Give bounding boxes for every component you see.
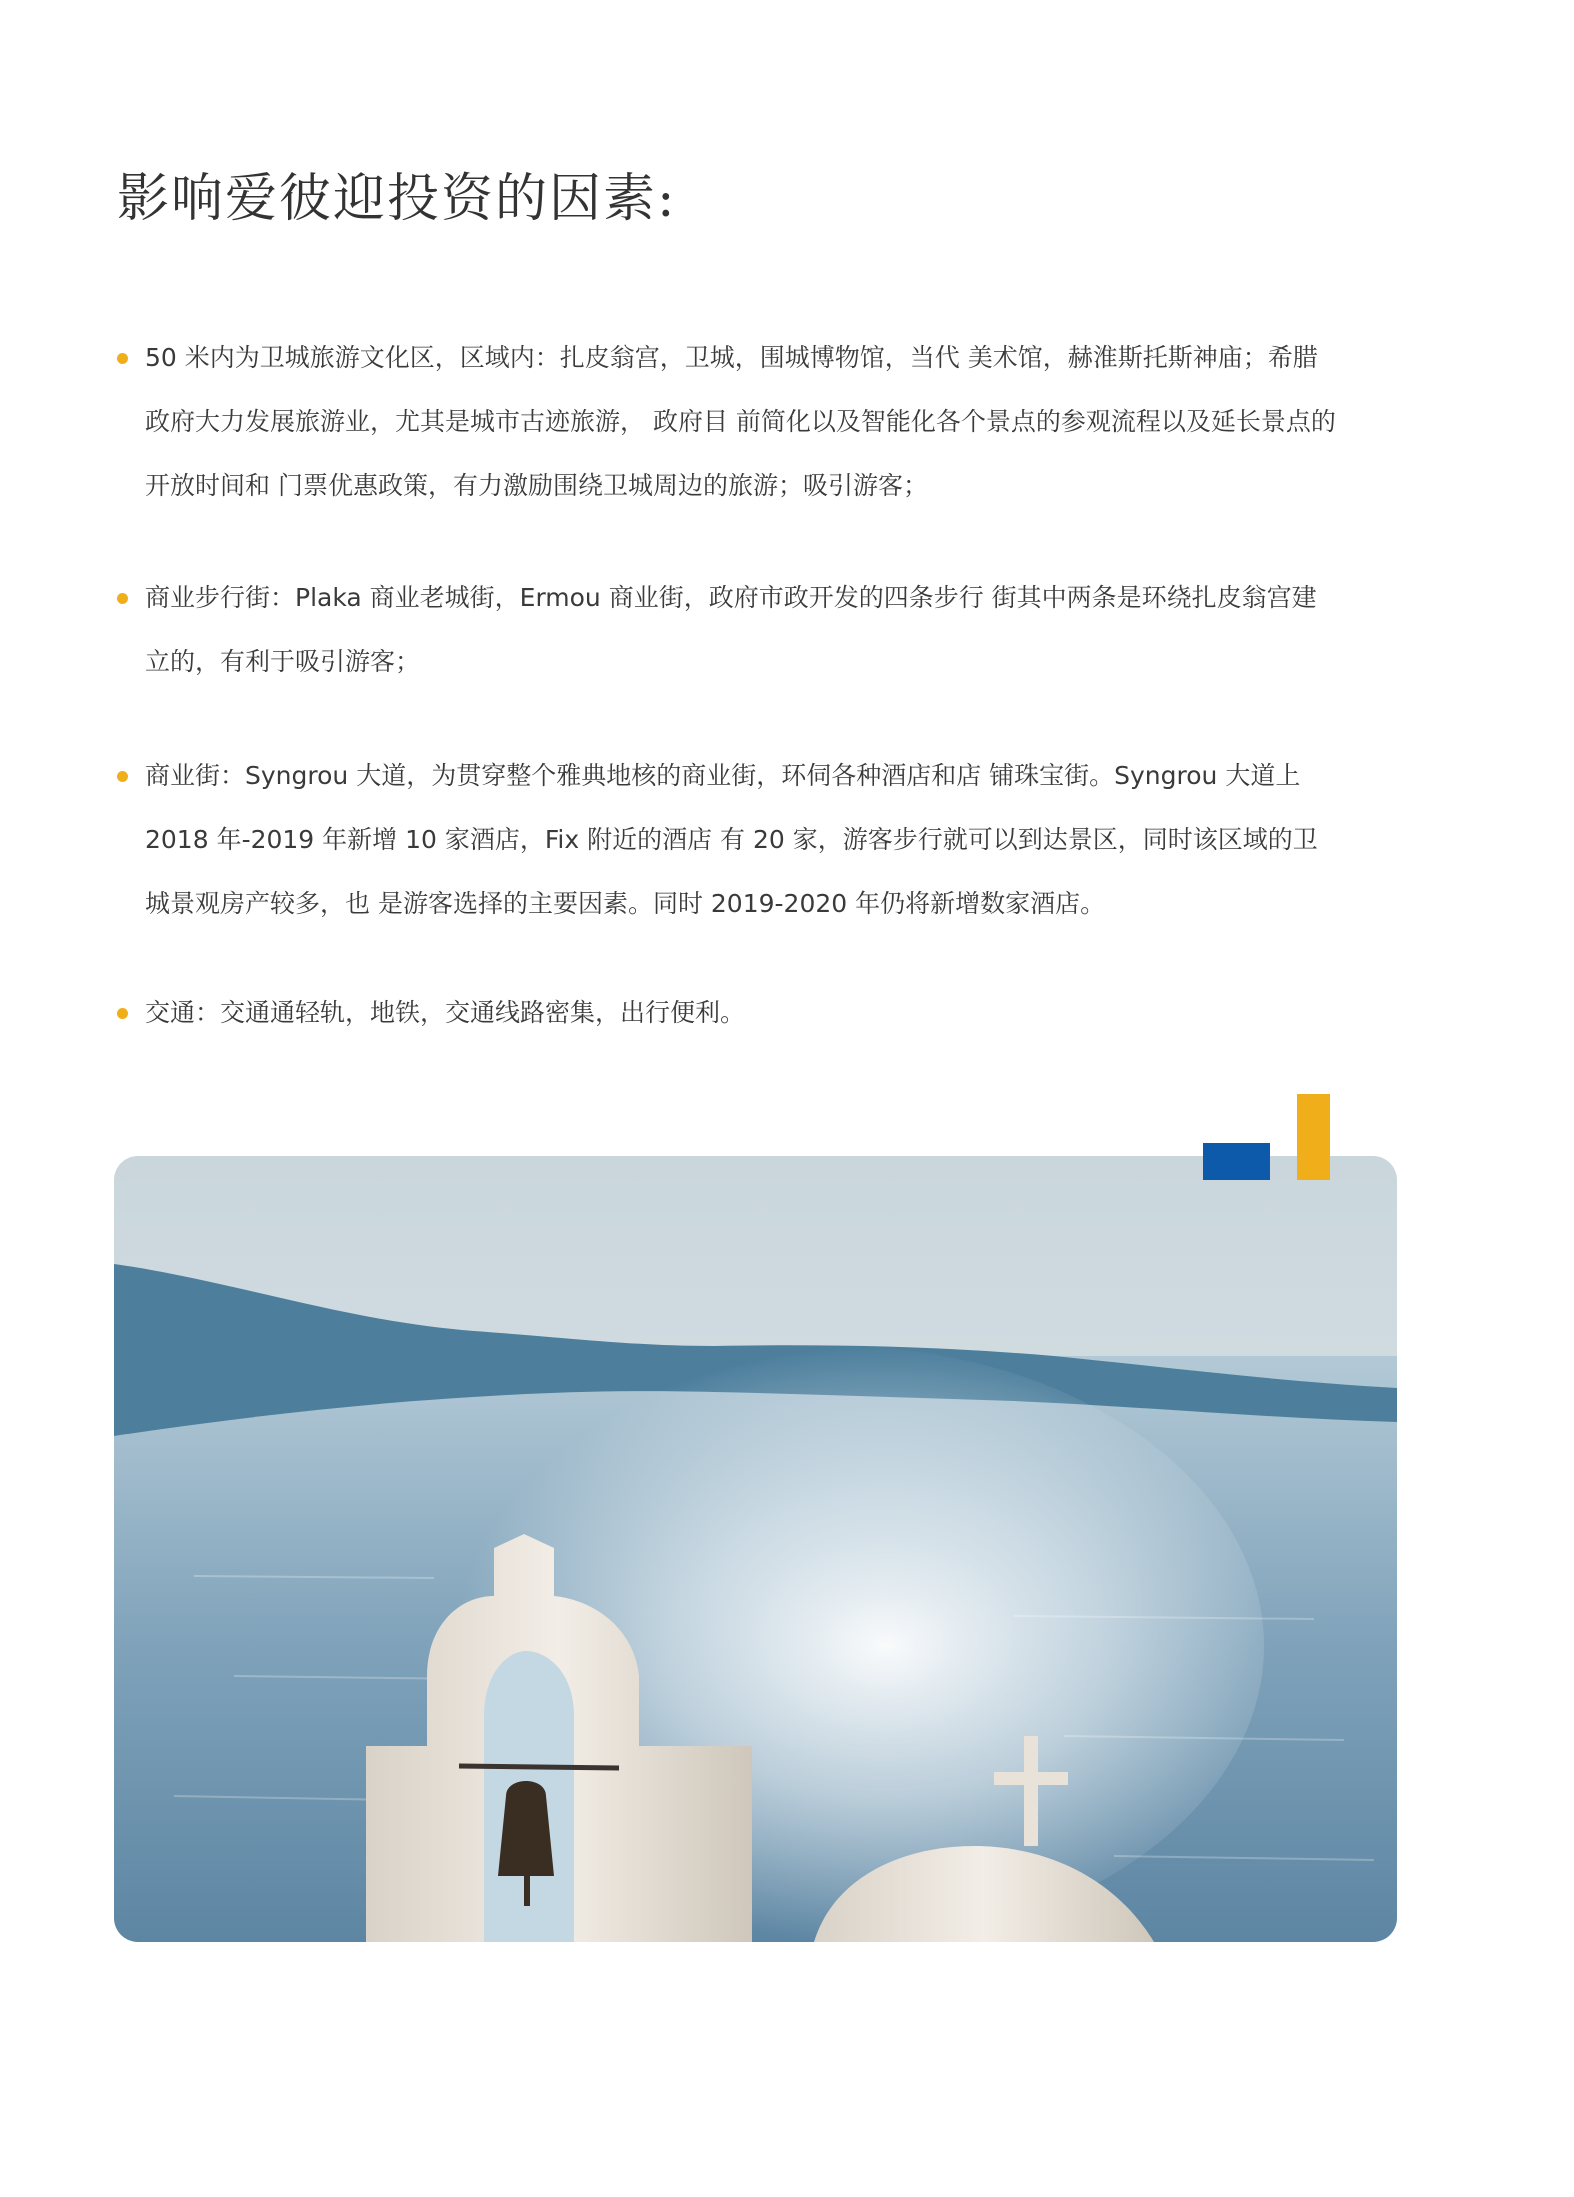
list-item-text: 商业街：Syngrou 大道，为贯穿整个雅典地核的商业街，环伺各种酒店和店 铺珠宝街。Syngrou 大道上 2018 年-2019 年新增 10 家酒店，Fix 附近的酒店 有 20 家，游客步行就可以到达景区，同时该区域的卫城景观房产较多，也 是游客选择的主要因素。同时 2019-2020 年仍将新增数家酒店。 — [145, 761, 1318, 918]
page-title: 影响爱彼迎投资的因素: — [117, 169, 677, 229]
list-item-text: 交通：交通通轻轨，地铁，交通线路密集，出行便利。 — [145, 998, 746, 1027]
blue-accent-block — [1203, 1143, 1270, 1180]
yellow-accent-block — [1297, 1094, 1330, 1180]
bullet-dot-icon — [117, 353, 128, 364]
bullet-dot-icon — [117, 593, 128, 604]
list-item-text: 50 米内为卫城旅游文化区，区域内：扎皮翁宫，卫城，围城博物馆，当代 美术馆，赫淮斯托斯神庙；希腊政府大力发展旅游业，尤其是城市古迹旅游， 政府目 前简化以及智能化各个景点的参观流程以及延长景点的开放时间和 门票优惠政策，有力激励围绕卫城周边的旅游；吸引游客； — [145, 343, 1336, 500]
list-item — [117, 744, 1337, 936]
list-item — [117, 326, 1337, 518]
list-item — [117, 566, 1337, 694]
list-item — [117, 981, 1337, 1045]
factor-list — [117, 326, 1337, 1093]
bullet-dot-icon — [117, 1008, 128, 1019]
list-item-text: 商业步行街：Plaka 商业老城街，Ermou 商业街，政府市政开发的四条步行 街其中两条是环绕扎皮翁宫建立的，有利于吸引游客； — [145, 583, 1317, 676]
santorini-photo — [114, 1156, 1397, 1942]
bullet-dot-icon — [117, 771, 128, 782]
